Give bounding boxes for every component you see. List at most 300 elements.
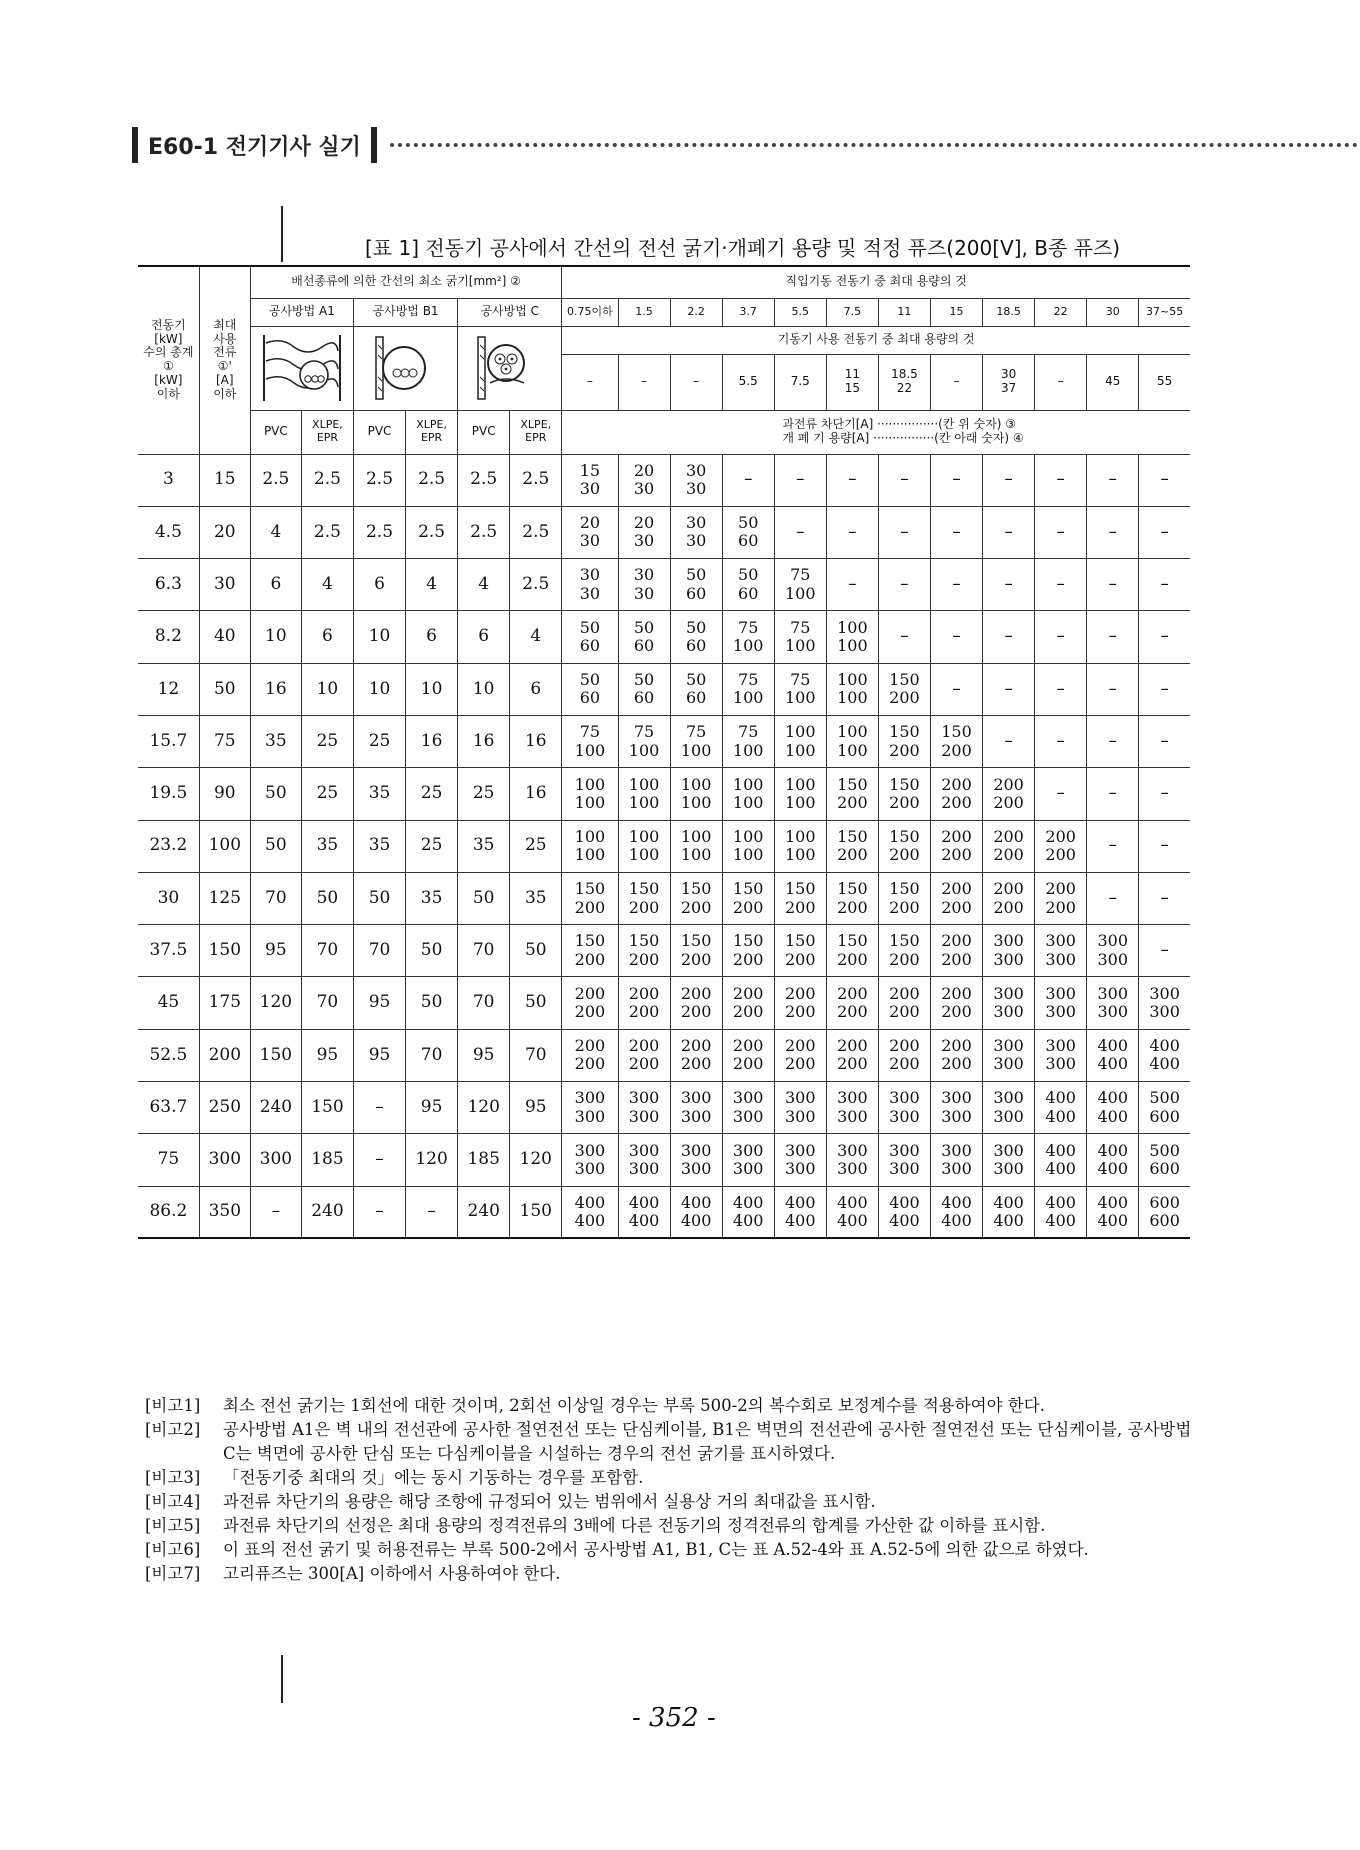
- breaker-cell: [722, 611, 774, 663]
- breaker-cell: [826, 611, 878, 663]
- note-item: [145, 1490, 1195, 1514]
- switch-rating: 200: [574, 897, 606, 917]
- breaker-rating: 400: [680, 1192, 712, 1212]
- breaker-cell: [774, 1029, 826, 1081]
- breaker-rating: 150: [889, 722, 920, 742]
- page-header: [132, 128, 377, 162]
- breaker-rating: 300: [1149, 983, 1180, 1003]
- breaker-cell: [670, 977, 722, 1029]
- wire-size-cell: 95: [406, 1082, 458, 1134]
- breaker-cell: [878, 977, 930, 1029]
- switch-rating: 100: [574, 845, 606, 865]
- breaker-cell: [562, 1029, 618, 1081]
- breaker-cell: [826, 1082, 878, 1134]
- header-direct-start-group: 직입기동 전동기 중 최대 용량의 것: [562, 266, 1190, 298]
- breaker-pair: [671, 1142, 722, 1179]
- wire-size-cell: 10: [301, 663, 353, 715]
- note-tag: [비고1]: [145, 1396, 201, 1415]
- header-ins-pvc-b1: PVC: [353, 410, 405, 454]
- table-row: [138, 872, 1190, 924]
- breaker-pair: [983, 1037, 1034, 1074]
- breaker-pair: [562, 1194, 617, 1231]
- note-text: 공사방법 A1은 벽 내의 전선관에 공사한 절연전선 또는 단심케이블, B1은 벽면의 전선관에 공사한 절연전선 또는 단심케이블, 공사방법 C는 벽면에 공사한 단심 또는 다심케이블을 시설하는 경우의 전선 굵기를 표시하였다.: [223, 1420, 1192, 1463]
- switch-rating: 200: [941, 1002, 972, 1022]
- breaker-cell: [722, 872, 774, 924]
- switch-rating: 200: [889, 949, 920, 969]
- breaker-rating: 150: [837, 879, 868, 899]
- switch-rating: 200: [941, 1054, 972, 1074]
- breaker-cell: [618, 1029, 670, 1081]
- breaker-cell: [670, 454, 722, 506]
- note-text: 과전류 차단기의 용량은 해당 조항에 규정되어 있는 범위에서 실용상 거의 최대값을 표시함.: [223, 1492, 876, 1511]
- breaker-cell-empty: –: [930, 663, 982, 715]
- max-current-header-line: 사용: [213, 331, 237, 346]
- breaker-rating: 300: [732, 1140, 764, 1160]
- breaker-pair: [931, 1142, 982, 1179]
- breaker-rating: 100: [785, 774, 816, 794]
- switch-rating: 200: [993, 845, 1024, 865]
- breaker-rating: 150: [785, 879, 816, 899]
- breaker-pair: [619, 566, 670, 603]
- max-current-cell: 30: [199, 559, 250, 611]
- breaker-cell: [826, 820, 878, 872]
- breaker-pair: [1139, 1142, 1190, 1179]
- breaker-cell-empty: –: [826, 454, 878, 506]
- max-current-cell: 75: [199, 715, 250, 767]
- breaker-cell-empty: –: [983, 506, 1035, 558]
- breaker-rating: 300: [574, 1088, 606, 1108]
- breaker-cell: [722, 1082, 774, 1134]
- breaker-pair: [562, 514, 617, 551]
- header-ins-pvc-c: PVC: [458, 410, 510, 454]
- breaker-rating: 400: [1097, 1192, 1129, 1212]
- breaker-rating: 50: [685, 565, 707, 585]
- wire-size-cell: 2.5: [406, 506, 458, 558]
- breaker-rating: 300: [837, 1140, 868, 1160]
- breaker-rating: 150: [889, 931, 920, 951]
- breaker-rating: 100: [680, 826, 712, 846]
- breaker-cell: [774, 1134, 826, 1186]
- table-row: [138, 506, 1190, 558]
- switch-rating: 100: [680, 792, 712, 812]
- breaker-rating: 150: [837, 774, 868, 794]
- switch-rating: 200: [574, 1054, 606, 1074]
- breaker-cell-empty: –: [1087, 663, 1139, 715]
- wire-size-cell: –: [353, 1186, 405, 1238]
- switch-rating: 300: [574, 1106, 606, 1126]
- breaker-rating: 300: [993, 1088, 1024, 1108]
- wire-size-cell: 70: [458, 925, 510, 977]
- starter-size-value: 7.5: [790, 374, 810, 389]
- breaker-pair: [775, 671, 826, 708]
- wire-size-cell: 2.5: [301, 454, 353, 506]
- wire-size-cell: 25: [458, 768, 510, 820]
- note-item: [145, 1514, 1195, 1538]
- breaker-pair: [562, 462, 617, 499]
- wire-size-cell: 185: [301, 1134, 353, 1186]
- breaker-cell: [562, 715, 618, 767]
- note-item: [145, 1394, 1195, 1418]
- wire-size-cell: 150: [301, 1082, 353, 1134]
- switch-rating: 200: [889, 740, 920, 760]
- breaker-cell: [1087, 977, 1139, 1029]
- switch-rating: 400: [680, 1211, 712, 1231]
- breaker-pair: [562, 1142, 617, 1179]
- switch-rating: 200: [889, 897, 920, 917]
- wire-size-cell: 2.5: [510, 454, 562, 506]
- breaker-pair: [983, 1194, 1034, 1231]
- breaker-cell: [618, 663, 670, 715]
- breaker-cell-empty: –: [826, 559, 878, 611]
- motor-kw-cell: 23.2: [138, 820, 199, 872]
- breaker-rating: 75: [579, 722, 601, 742]
- breaker-rating: 200: [574, 983, 606, 1003]
- starter-size-8: [983, 354, 1035, 410]
- breaker-cell: [670, 768, 722, 820]
- breaker-pair: [879, 932, 930, 969]
- wire-size-cell: 300: [250, 1134, 301, 1186]
- breaker-cell-empty: –: [930, 454, 982, 506]
- breaker-pair: [1087, 1142, 1138, 1179]
- switch-rating: 100: [837, 740, 868, 760]
- breaker-cell: [722, 559, 774, 611]
- breaker-pair: [1035, 932, 1086, 969]
- breaker-cell-empty: –: [1087, 611, 1139, 663]
- switch-rating: 100: [732, 845, 764, 865]
- starter-size-11: [1139, 354, 1190, 410]
- breaker-pair: [723, 1142, 774, 1179]
- motor-kw-cell: 86.2: [138, 1186, 199, 1238]
- breaker-rating: 75: [685, 722, 707, 742]
- breaker-cell: [1035, 1029, 1087, 1081]
- wire-size-cell: 6: [250, 559, 301, 611]
- switch-rating: 400: [1097, 1054, 1129, 1074]
- switch-rating: 300: [1045, 1002, 1076, 1022]
- breaker-pair: [775, 619, 826, 656]
- table-row: [138, 1134, 1190, 1186]
- note-tag: [비고7]: [145, 1564, 201, 1583]
- max-current-header-line: 전류: [213, 345, 237, 360]
- breaker-rating: 400: [1149, 1036, 1180, 1056]
- starter-size-10: [1087, 354, 1139, 410]
- breaker-pair: [931, 1194, 982, 1231]
- wire-size-cell: 25: [353, 715, 405, 767]
- breaker-cell: [826, 1186, 878, 1238]
- switch-rating: 100: [732, 636, 764, 656]
- breaker-pair: [775, 828, 826, 865]
- breaker-rating: 400: [941, 1192, 972, 1212]
- breaker-rating: 75: [738, 722, 759, 742]
- breaker-cell: [930, 715, 982, 767]
- breaker-cell: [1035, 925, 1087, 977]
- direct-size-3: 3.7: [722, 298, 774, 326]
- breaker-cell-empty: –: [983, 663, 1035, 715]
- breaker-cell: [562, 820, 618, 872]
- breaker-pair: [1087, 985, 1138, 1022]
- breaker-cell-empty: –: [983, 454, 1035, 506]
- direct-size-4: 5.5: [774, 298, 826, 326]
- max-current-cell: 300: [199, 1134, 250, 1186]
- switch-rating: 300: [680, 1159, 712, 1178]
- breaker-cell: [722, 768, 774, 820]
- breaker-rating: 300: [680, 1140, 712, 1160]
- switch-rating: 600: [1149, 1211, 1180, 1231]
- wire-size-cell: 16: [510, 715, 562, 767]
- header-method-a1: 공사방법 A1: [250, 298, 353, 326]
- wire-size-cell: 25: [406, 820, 458, 872]
- breaker-cell: [670, 663, 722, 715]
- breaker-rating: 100: [628, 774, 660, 794]
- breaker-cell: [1139, 977, 1190, 1029]
- switch-rating: 300: [941, 1106, 972, 1126]
- breaker-rating: 75: [633, 722, 655, 742]
- legend-breaker: 과전류 차단기[A] ················(칸 위 숫자) ③: [782, 417, 1017, 432]
- breaker-pair: [619, 462, 670, 499]
- breaker-pair: [671, 985, 722, 1022]
- switch-rating: 200: [889, 1054, 920, 1074]
- breaker-rating: 100: [837, 669, 868, 689]
- breaker-pair: [1035, 880, 1086, 917]
- table-row: [138, 559, 1190, 611]
- breaker-pair: [1087, 932, 1138, 969]
- wire-size-cell: 95: [353, 977, 405, 1029]
- breaker-rating: 50: [633, 669, 655, 689]
- breaker-rating: 150: [680, 931, 712, 951]
- breaker-cell: [1139, 1082, 1190, 1134]
- switch-rating: 100: [837, 688, 868, 708]
- max-current-header-line: [A]: [216, 373, 234, 388]
- breaker-pair: [671, 932, 722, 969]
- breaker-rating: 100: [837, 617, 868, 637]
- breaker-pair: [562, 566, 617, 603]
- breaker-rating: 50: [685, 617, 707, 637]
- breaker-rating: 20: [633, 513, 655, 533]
- breaker-cell-empty: –: [1035, 768, 1087, 820]
- switch-rating: 200: [1045, 897, 1076, 917]
- breaker-pair: [562, 671, 617, 708]
- breaker-cell: [878, 1134, 930, 1186]
- method-c-diagram: [458, 326, 562, 410]
- breaker-rating: 200: [574, 1036, 606, 1056]
- breaker-rating: 150: [785, 931, 816, 951]
- switch-rating: 200: [785, 1054, 816, 1074]
- starter-size-value: –: [586, 374, 593, 389]
- header-method-c: 공사방법 C: [458, 298, 562, 326]
- breaker-pair: [619, 1089, 670, 1126]
- breaker-rating: 100: [785, 826, 816, 846]
- breaker-pair: [879, 776, 930, 813]
- breaker-rating: 200: [941, 826, 972, 846]
- wire-size-cell: 25: [510, 820, 562, 872]
- starter-size-value: 5.5: [738, 374, 758, 389]
- switch-rating: 200: [628, 897, 660, 917]
- breaker-pair: [931, 828, 982, 865]
- switch-rating: 200: [785, 1002, 816, 1022]
- switch-rating: 200: [680, 1054, 712, 1074]
- motor-kw-header-line: [kW]: [154, 373, 183, 388]
- switch-rating: 200: [628, 1054, 660, 1074]
- breaker-cell: [826, 663, 878, 715]
- wire-size-cell: 16: [510, 768, 562, 820]
- breaker-pair: [562, 828, 617, 865]
- starter-size-value: –: [693, 374, 700, 389]
- switch-rating: 300: [889, 1159, 920, 1178]
- breaker-rating: 300: [1045, 1036, 1076, 1056]
- breaker-pair: [619, 514, 670, 551]
- switch-rating: 300: [1097, 1002, 1129, 1022]
- margin-line-bottom: [281, 1655, 283, 1703]
- starter-size-5: [826, 354, 878, 410]
- breaker-cell: [670, 559, 722, 611]
- breaker-pair: [983, 828, 1034, 865]
- breaker-pair: [671, 880, 722, 917]
- switch-rating: 300: [889, 1106, 920, 1126]
- breaker-pair: [562, 619, 617, 656]
- breaker-pair: [775, 723, 826, 760]
- breaker-cell: [670, 1134, 722, 1186]
- breaker-cell: [983, 1134, 1035, 1186]
- note-text: 이 표의 전선 굵기 및 허용전류는 부록 500-2에서 공사방법 A1, B1, C는 표 A.52-4와 표 A.52-5에 의한 값으로 하였다.: [223, 1540, 1089, 1559]
- switch-rating: 200: [889, 688, 920, 708]
- switch-rating: 400: [574, 1211, 606, 1231]
- breaker-rating: 300: [993, 983, 1024, 1003]
- breaker-cell: [983, 1029, 1035, 1081]
- max-current-cell: 125: [199, 872, 250, 924]
- switch-rating: 30: [633, 583, 655, 603]
- breaker-pair: [775, 985, 826, 1022]
- breaker-rating: 300: [628, 1088, 660, 1108]
- breaker-cell-empty: –: [878, 454, 930, 506]
- breaker-cell: [983, 977, 1035, 1029]
- wire-size-cell: 6: [510, 663, 562, 715]
- breaker-pair: [671, 671, 722, 708]
- breaker-rating: 400: [1097, 1088, 1129, 1108]
- motor-feeder-table: [138, 265, 1190, 1239]
- wire-size-cell: 70: [406, 1029, 458, 1081]
- breaker-cell: [826, 1134, 878, 1186]
- direct-size-8: 18.5: [983, 298, 1035, 326]
- table-row: [138, 454, 1190, 506]
- breaker-pair: [1035, 1194, 1086, 1231]
- wire-size-cell: 120: [250, 977, 301, 1029]
- wire-size-cell: 25: [301, 768, 353, 820]
- breaker-cell: [670, 925, 722, 977]
- breaker-rating: 300: [941, 1140, 972, 1160]
- switch-rating: 200: [837, 897, 868, 917]
- breaker-pair: [671, 723, 722, 760]
- breaker-cell: [774, 663, 826, 715]
- header-ins-xlpe-b1: XLPE, EPR: [406, 410, 458, 454]
- switch-rating: 100: [628, 845, 660, 865]
- breaker-legend: [562, 410, 1190, 454]
- breaker-pair: [775, 566, 826, 603]
- breaker-cell: [983, 925, 1035, 977]
- note-tag: [비고3]: [145, 1468, 201, 1487]
- breaker-cell: [826, 768, 878, 820]
- breaker-cell: [722, 506, 774, 558]
- breaker-cell: [1087, 1029, 1139, 1081]
- breaker-cell: [722, 925, 774, 977]
- header-bar-right: [371, 127, 377, 163]
- breaker-rating: 150: [574, 879, 606, 899]
- switch-rating: 100: [680, 845, 712, 865]
- switch-rating: 60: [579, 636, 601, 656]
- breaker-rating: 200: [889, 983, 920, 1003]
- breaker-cell: [930, 925, 982, 977]
- breaker-pair: [562, 880, 617, 917]
- breaker-rating: 20: [579, 513, 601, 533]
- max-current-cell: 15: [199, 454, 250, 506]
- switch-rating: 60: [685, 583, 707, 603]
- switch-rating: 200: [785, 949, 816, 969]
- breaker-rating: 400: [785, 1192, 816, 1212]
- breaker-cell-empty: –: [930, 506, 982, 558]
- breaker-rating: 100: [574, 826, 606, 846]
- motor-kw-cell: 45: [138, 977, 199, 1029]
- wire-size-cell: 2.5: [510, 506, 562, 558]
- breaker-cell: [774, 1186, 826, 1238]
- breaker-cell-empty: –: [930, 559, 982, 611]
- wire-size-cell: 50: [458, 872, 510, 924]
- breaker-rating: 200: [732, 983, 764, 1003]
- motor-kw-header-line: 전동기: [150, 317, 186, 332]
- max-current-cell: 20: [199, 506, 250, 558]
- breaker-cell: [1139, 1134, 1190, 1186]
- switch-rating: 200: [574, 1002, 606, 1022]
- breaker-pair: [562, 1089, 617, 1126]
- wire-size-cell: 2.5: [458, 454, 510, 506]
- breaker-pair: [983, 1142, 1034, 1179]
- breaker-cell-empty: –: [1087, 559, 1139, 611]
- breaker-rating: 50: [579, 669, 601, 689]
- switch-rating: 100: [785, 636, 816, 656]
- breaker-pair: [671, 828, 722, 865]
- switch-rating: 200: [574, 949, 606, 969]
- switch-rating: 300: [837, 1106, 868, 1126]
- breaker-cell: [774, 1082, 826, 1134]
- note-item: [145, 1538, 1195, 1562]
- breaker-pair: [671, 619, 722, 656]
- max-current-cell: 350: [199, 1186, 250, 1238]
- direct-size-10: 30: [1087, 298, 1139, 326]
- breaker-rating: 400: [1045, 1140, 1076, 1160]
- max-current-cell: 175: [199, 977, 250, 1029]
- breaker-cell: [562, 663, 618, 715]
- breaker-rating: 300: [732, 1088, 764, 1108]
- breaker-pair: [827, 1194, 878, 1231]
- breaker-cell: [1087, 1186, 1139, 1238]
- switch-rating: 300: [1045, 1054, 1076, 1074]
- breaker-rating: 100: [732, 826, 764, 846]
- breaker-cell: [774, 768, 826, 820]
- wire-size-cell: 95: [250, 925, 301, 977]
- wire-size-cell: 2.5: [250, 454, 301, 506]
- breaker-rating: 400: [837, 1192, 868, 1212]
- note-text: 과전류 차단기의 선정은 최대 용량의 정격전류의 3배에 다른 전동기의 정격전류의 합계를 가산한 값 이하를 표시함.: [223, 1516, 1046, 1535]
- breaker-cell: [562, 1186, 618, 1238]
- breaker-pair: [983, 880, 1034, 917]
- breaker-cell: [930, 872, 982, 924]
- breaker-cell: [670, 820, 722, 872]
- header-ins-xlpe-a1: XLPE, EPR: [301, 410, 353, 454]
- breaker-pair: [827, 1142, 878, 1179]
- breaker-pair: [562, 985, 617, 1022]
- breaker-cell: [670, 611, 722, 663]
- breaker-cell: [562, 977, 618, 1029]
- breaker-pair: [619, 671, 670, 708]
- breaker-cell: [1087, 925, 1139, 977]
- breaker-pair: [931, 985, 982, 1022]
